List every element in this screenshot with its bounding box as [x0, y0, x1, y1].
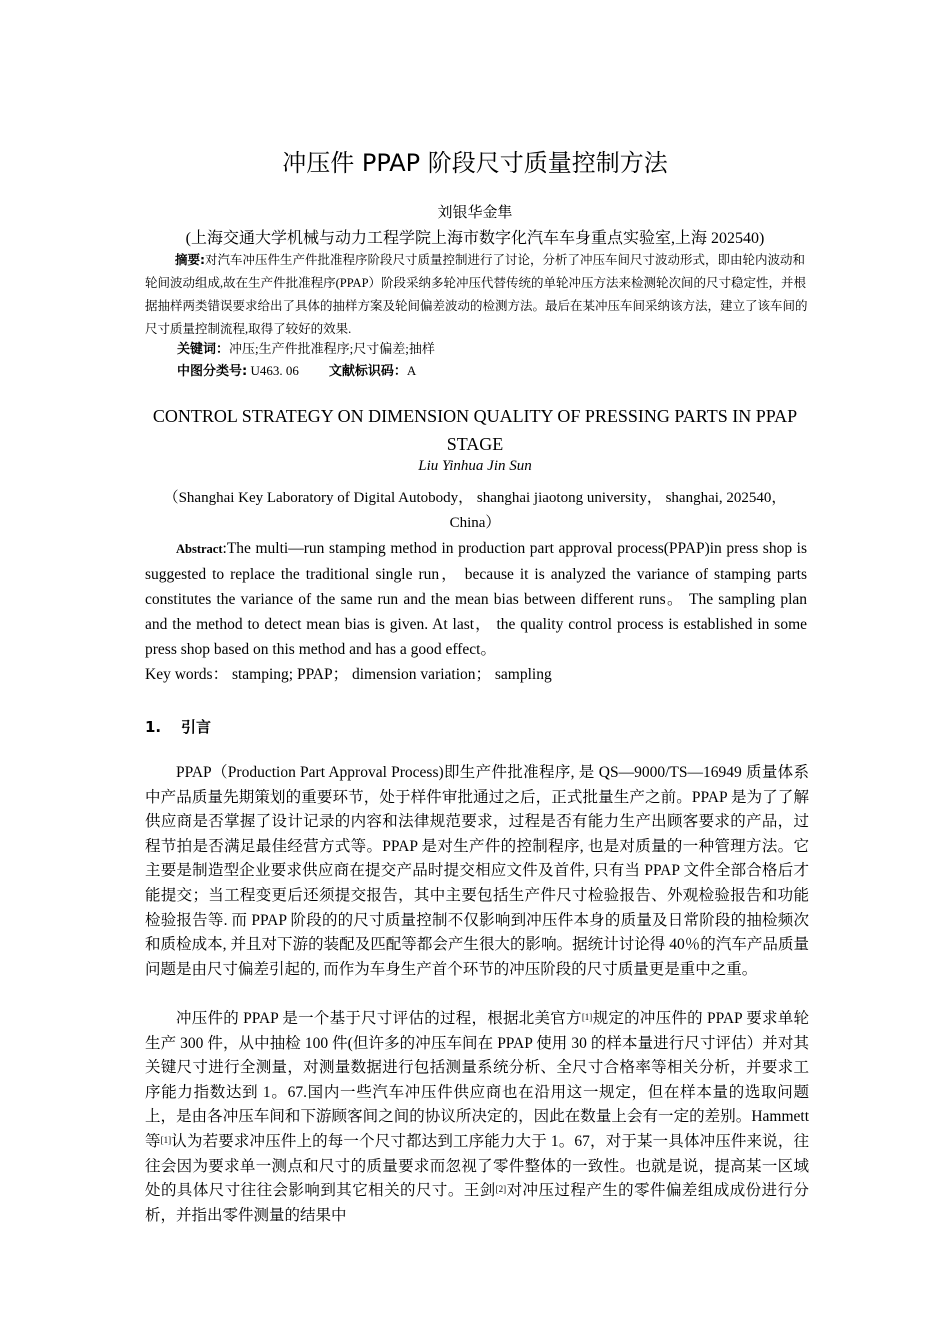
abstract-en-label: Abstract: [176, 542, 223, 556]
section-number: 1.: [145, 718, 162, 736]
abstract-en-text: :The multi—run stamping method in production part approval process(PPAP)in press shop is suggested to replace the traditional single run， because it is analyzed the variance of stamping parts constitutes the variance of the same run and the mean bias between different runs。 The sampling plan and the method to detect mean bias is given. At last， the quality control process is established in some press shop based on this method and has a good effect。: [145, 540, 807, 658]
abstract-en: [145, 536, 807, 662]
classification-line: [177, 360, 416, 379]
doc-code-value: A: [406, 363, 417, 378]
abstract-cn-label: 摘要:: [175, 252, 205, 267]
p2-seg4: 对冲压过程产生的零件偏差组成成份进行分析，并指出零件测量的结果中: [145, 1182, 809, 1224]
clc-label: 中图分类号:: [177, 364, 248, 379]
abstract-cn: [145, 248, 810, 341]
p2-seg2: 规定的冲压件的 PPAP 要求单轮生产 300 件，从中抽检 100 件(但许多的冲压车间在 PPAP 使用 30 的样本量进行尺寸评估）并对其关键尺寸进行全测量，对测量数据进行包括测量系统分析、全尺寸合格率等相关分析，并要求工序能力指数达到 1。67.国内一些汽车冲压件供应商也在沿用这一规定，但在样本量的选取问题上，是由各冲压车间和下游顾客间之间的协议所决定的，因此在数量上会有一定的差别。Hammett 等: [145, 1010, 809, 1150]
citation-ref: [1]: [581, 1012, 593, 1022]
authors: 刘银华金隼: [437, 205, 513, 221]
body-paragraph-2: [145, 1007, 809, 1228]
keywords-cn-label: 关键词：: [177, 342, 230, 357]
affiliation-en: （Shanghai Key Laboratory of Digital Autobody， shanghai jiaotong university， shanghai, 202540，China）: [163, 490, 787, 531]
keywords-en: Key words： stamping; PPAP； dimension variation； sampling: [145, 666, 552, 683]
keywords-cn-text: 冲压;生产件批准程序;尺寸偏差;抽样: [229, 341, 435, 356]
abstract-cn-text: 对汽车冲压件生产件批准程序阶段尺寸质量控制进行了讨论，分析了冲压车间尺寸波动形式，即由轮内波动和轮间波动组成,故在生产件批准程序(PPAP）阶段采纳多轮冲压代替传统的单轮冲压方法来检测轮次间的尺寸稳定性，并根据抽样两类错误要求给出了具体的抽样方案及轮间偏差波动的检测方法。最后在某冲压车间采纳该方法，建立了该车间的尺寸质量控制流程,取得了较好的效果.: [145, 253, 808, 336]
citation-ref: [1]: [160, 1134, 172, 1145]
citation-ref: [2]: [495, 1184, 507, 1195]
p2-seg3: 认为若要求冲压件上的每一个尺寸都达到工序能力大于 1。67，对于某一具体冲压件来说，往往会因为要求单一测点和尺寸的质量要求而忽视了零件整体的一致性。也就是说，提高某一区域处的具体尺寸往往会影响到其它相关的尺寸。王剑: [145, 1132, 809, 1200]
body-paragraph-1: PPAP（Production Part Approval Process)即生产件批准程序, 是 QS—9000/TS—16949 质量体系中产品质量先期策划的重要环节，处于样件审批通过之后，正式批量生产之前。PPAP 是为了了解供应商是否掌握了设计记录的内容和法律规范要求，过程是否有能力生产出顾客要求的产品，过程节拍是否满足最佳经营方式等。PPAP 是对生产件的控制程序, 也是对质量的一种管理方法。它主要是制造型企业要求供应商在提交产品时提交相应文件及首件, 只有当 PPAP 文件全部合格后才能提交；当工程变更后还须提交报告，其中主要包括生产件尺寸检验报告、外观检验报告和功能检验报告等. 而 PPAP 阶段的的尺寸质量控制不仅影响到冲压件本身的质量及日常阶段的抽检频次和质检成本, 并且对下游的装配及匹配等都会产生很大的影响。据统计讨论得 40％的汽车产品质量问题是由尺寸偏差引起的, 而作为车身生产首个环节的冲压阶段的尺寸质量更是重中之重。: [145, 764, 809, 978]
title-en: CONTROL STRATEGY ON DIMENSION QUALITY OF PRESSING PARTS IN PPAP STAGE: [152, 406, 798, 454]
keywords-cn: [177, 338, 435, 357]
p2-seg1: 冲压件的 PPAP 是一个基于尺寸评估的过程，根据北美官方: [176, 1010, 582, 1027]
paper-title: 冲压件 PPAP 阶段尺寸质量控制方法: [282, 149, 668, 177]
section-title: 引言: [181, 718, 212, 736]
section-heading: [145, 716, 211, 737]
clc-value: U463. 06: [247, 363, 299, 378]
authors-en: Liu Yinhua Jin Sun: [418, 458, 532, 474]
doc-code-label: 文献标识码：: [328, 364, 407, 379]
affiliation: (上海交通大学机械与动力工程学院上海市数字化汽车车身重点实验室,上海 202540): [185, 230, 765, 247]
